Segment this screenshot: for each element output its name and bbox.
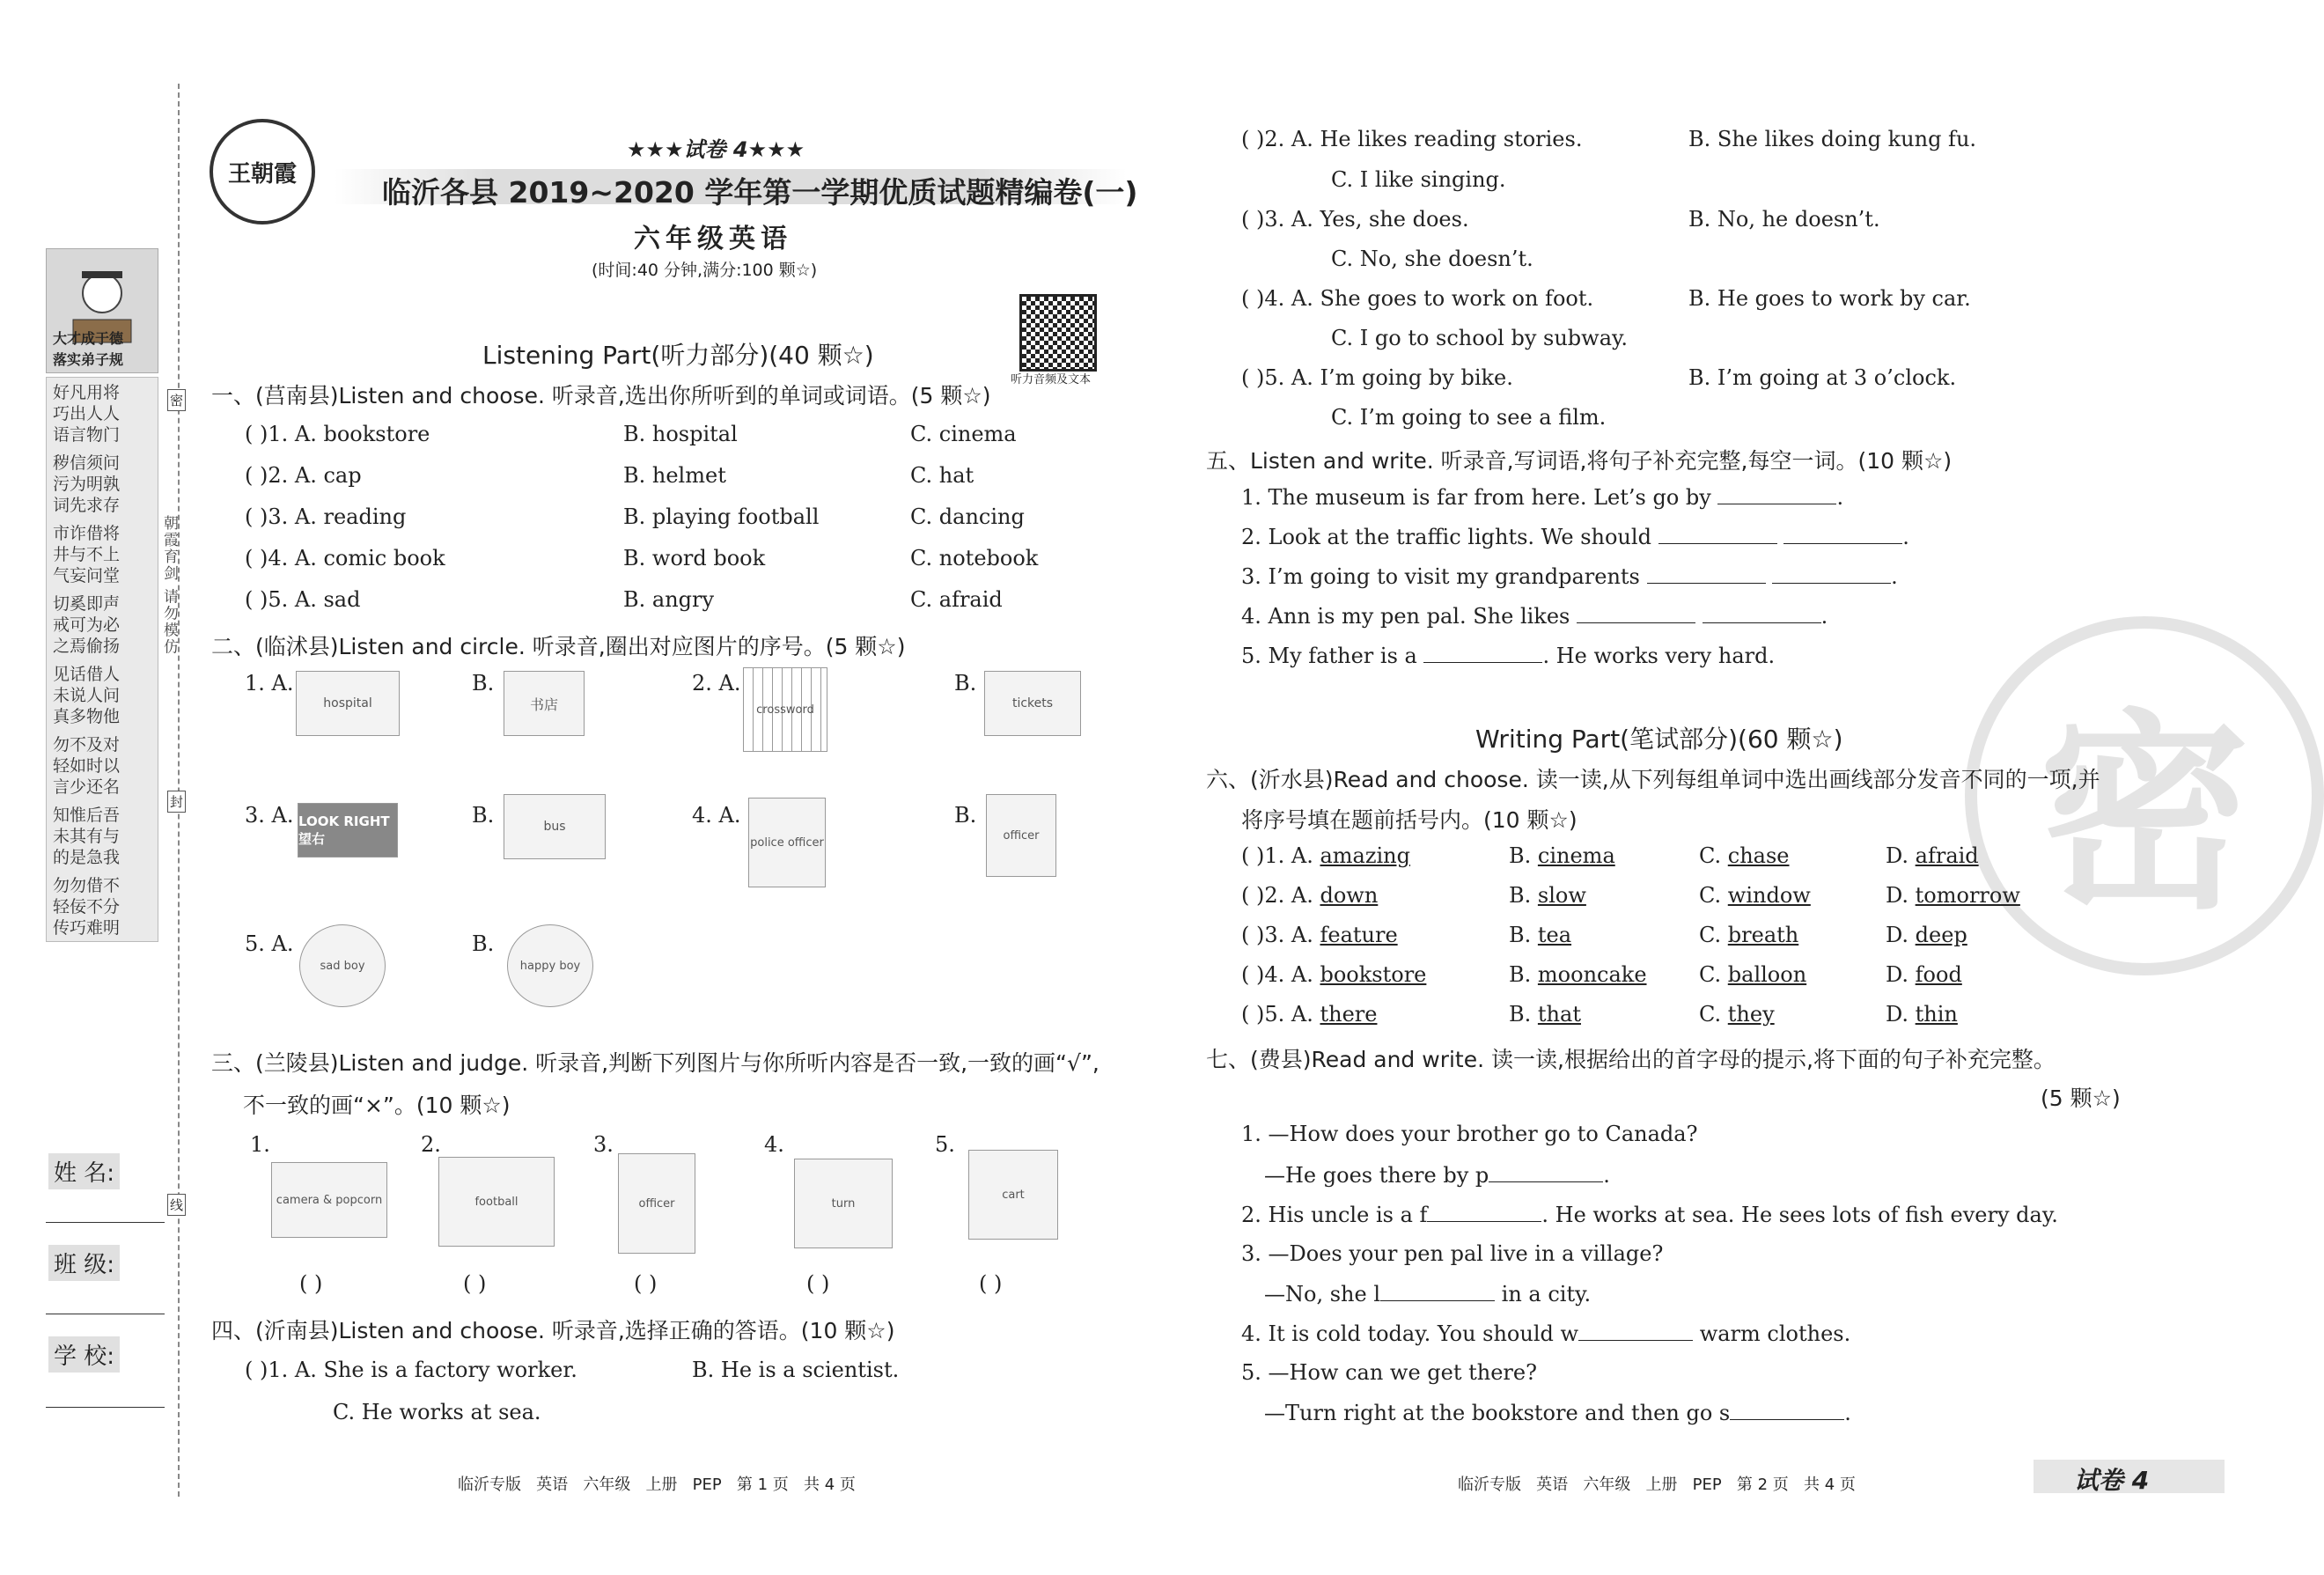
bus-picture[interactable]: bus	[504, 794, 606, 859]
crossword-picture[interactable]: crossword	[743, 667, 827, 752]
word: there	[1320, 1002, 1378, 1027]
blank[interactable]	[1730, 1400, 1844, 1420]
word: window	[1727, 883, 1811, 908]
blank[interactable]	[1717, 484, 1836, 504]
phonics-stem[interactable]: ( )5. A.	[1241, 1002, 1313, 1027]
choice-stem[interactable]: ( )2. A. He likes reading stories.	[1241, 127, 1583, 151]
pic-label: B.	[472, 671, 495, 696]
seal-mark-mid: 封	[167, 791, 186, 813]
section-5-title: 五、Listen and write. 听录音,写词语,将句子补充完整,每空一词。(10 颗☆)	[1206, 448, 1953, 474]
phonics-b: B. tea	[1509, 923, 1572, 947]
time-info: (时间:40 分钟,满分:100 颗☆)	[592, 261, 818, 280]
choice-c: C. I’m going to see a film.	[1331, 405, 1607, 430]
blank[interactable]	[1703, 603, 1821, 623]
judge-answer[interactable]: ( )	[806, 1271, 830, 1296]
seal-mark-bot: 线	[167, 1194, 186, 1216]
section-6-title-1: 六、(沂水县)Read and choose. 读一读,从下列每组单词中选出画线部分发音不同的一项,并	[1206, 767, 2100, 792]
word: slow	[1537, 883, 1586, 908]
choice-b: B. playing football	[623, 504, 820, 529]
phonics-stem[interactable]: ( )1. A.	[1241, 843, 1313, 868]
logo	[210, 119, 315, 224]
phonics-d: D. afraid	[1886, 843, 1979, 868]
choice-b: B. He goes to work by car.	[1688, 286, 1971, 311]
camera-popcorn-picture[interactable]: camera & popcorn	[271, 1162, 387, 1238]
blank[interactable]	[1772, 563, 1891, 584]
fill-end: .	[1820, 604, 1828, 629]
section-7-title: 七、(费县)Read and write. 读一读,根据给出的首字母的提示,将下面的句子补充完整。	[1206, 1047, 2056, 1072]
section-3-title-2: 不一致的画“×”。(10 颗☆)	[243, 1093, 511, 1118]
choice-b: B. I’m going at 3 o’clock.	[1688, 365, 1957, 390]
word: down	[1320, 883, 1379, 908]
judge-num: 4.	[764, 1132, 784, 1157]
word: breath	[1727, 923, 1799, 947]
word: feature	[1320, 923, 1398, 947]
write-line: 3. —Does your pen pal live in a village?	[1241, 1241, 1664, 1266]
football-picture[interactable]: football	[438, 1157, 555, 1247]
class-label: 班 级:	[48, 1245, 120, 1281]
phonics-row	[1241, 923, 1398, 947]
choice-stem[interactable]: ( )3. A. Yes, she does.	[1241, 207, 1469, 232]
phonics-c: C. balloon	[1699, 962, 1807, 987]
word: that	[1537, 1002, 1581, 1027]
footer-left: 临沂专版 英语 六年级 上册 PEP 第 1 页 共 4 页	[458, 1476, 856, 1494]
judge-answer[interactable]: ( )	[634, 1271, 658, 1296]
choice-c: C. I like singing.	[1331, 167, 1506, 192]
word: bookstore	[1320, 962, 1427, 987]
qr-caption: 听力音频及文本	[1011, 373, 1092, 386]
blank[interactable]	[1577, 603, 1695, 623]
hospital-picture[interactable]: hospital	[296, 671, 400, 736]
phonics-d: D. thin	[1886, 1002, 1958, 1027]
phonics-row	[1241, 962, 1426, 987]
choice-stem[interactable]: ( )4. A. She goes to work on foot.	[1241, 286, 1594, 311]
fill-line	[1241, 643, 1775, 668]
choice-stem[interactable]: ( )1. A. bookstore	[245, 422, 430, 446]
fill-text: 3. I’m going to visit my grandparents	[1241, 564, 1640, 589]
blank[interactable]	[1658, 524, 1777, 544]
fill-line	[1241, 524, 1909, 549]
phonics-row	[1241, 883, 1378, 908]
phonics-c: C. breath	[1699, 923, 1799, 947]
watermark-seal	[1965, 616, 2324, 975]
paper-subtitle: 六年级英语	[634, 224, 792, 254]
turn-sign-picture[interactable]: turn	[794, 1159, 893, 1248]
word: food	[1915, 962, 1962, 987]
phonics-d: D. deep	[1886, 923, 1967, 947]
tickets-picture[interactable]: tickets	[984, 671, 1081, 736]
choice-b: B. She likes doing kung fu.	[1688, 127, 1977, 151]
blank[interactable]	[1427, 1202, 1541, 1222]
phonics-stem[interactable]: ( )2. A.	[1241, 883, 1313, 908]
choice-b: B. hospital	[623, 422, 738, 446]
choice-c: C. I go to school by subway.	[1331, 326, 1628, 350]
blank[interactable]	[1489, 1162, 1603, 1182]
write-line: 5. —How can we get there?	[1241, 1360, 1537, 1385]
phonics-d: D. food	[1886, 962, 1962, 987]
choice-stem[interactable]: ( )2. A. cap	[245, 463, 362, 488]
pic-label: 2. A.	[692, 671, 741, 696]
pic-label: 5. A.	[245, 931, 294, 956]
happy-boy-picture[interactable]: happy boy	[507, 924, 593, 1007]
bookstore-picture[interactable]: 书店	[504, 671, 585, 736]
word: tomorrow	[1915, 883, 2020, 908]
phonics-row	[1241, 1002, 1377, 1027]
fill-end: . He works very hard.	[1542, 644, 1776, 668]
choice-stem[interactable]: ( )5. A. I’m going by bike.	[1241, 365, 1513, 390]
paper-badge: ★★★试卷 4★★★	[627, 137, 805, 162]
fill-line	[1241, 603, 1828, 629]
section-3-title-1: 三、(兰陵县)Listen and judge. 听录音,判断下列图片与你所听内容是否一致,一致的画“√”,	[211, 1050, 1099, 1076]
choice-c: C. No, she doesn’t.	[1331, 247, 1533, 271]
word: tea	[1537, 923, 1572, 947]
name-field[interactable]	[46, 1222, 165, 1223]
word: they	[1727, 1002, 1775, 1027]
choice-stem[interactable]: ( )3. A. reading	[245, 504, 407, 529]
fill-text: 4. Ann is my pen pal. She likes	[1241, 604, 1570, 629]
corner-label: 试卷 4	[2074, 1466, 2150, 1495]
word: balloon	[1727, 962, 1807, 987]
phonics-stem[interactable]: ( )4. A.	[1241, 962, 1313, 987]
write-line: 4. It is cold today. You should w warm clothes.	[1241, 1321, 1851, 1346]
word: thin	[1915, 1002, 1958, 1027]
judge-num: 5.	[935, 1132, 955, 1157]
pic-label: B.	[472, 931, 495, 956]
word: cinema	[1537, 843, 1615, 868]
word: amazing	[1320, 843, 1410, 868]
write-line: —He goes there by p .	[1264, 1163, 1610, 1188]
phonics-b: B. slow	[1509, 883, 1586, 908]
word: mooncake	[1537, 962, 1647, 987]
fill-end: .	[1891, 564, 1898, 589]
phonics-d: D. tomorrow	[1886, 883, 2020, 908]
pic-label: B.	[954, 803, 977, 828]
choice-b: B. angry	[623, 587, 715, 612]
judge-answer[interactable]: ( )	[299, 1271, 323, 1296]
qr-code	[1019, 294, 1097, 372]
vertical-note: 朝霞育剑 请勿模仿	[160, 515, 178, 656]
blank[interactable]	[1783, 524, 1902, 544]
judge-answer[interactable]: ( )	[463, 1271, 487, 1296]
school-label: 学 校:	[48, 1336, 120, 1373]
fill-end: .	[1902, 525, 1909, 549]
blank[interactable]	[1380, 1281, 1495, 1301]
poem-block: 好凡用将 巧出人人 语言物门 秽信须问 污为明孰 词先求存 市诈借将 井与不上 气妄问堂 切奚即声 戒可为必 之焉偷扬 见话借人 未说人问 真多物他 勿不及对 轻如时以 言少还名 知惟后吾 未其有与 的是急我 勿勿借不 轻佞不分 传巧难明	[53, 383, 121, 938]
fill-text: 2. Look at the traffic lights. We should	[1241, 525, 1651, 549]
pic-label: B.	[954, 671, 977, 696]
pic-label: 4. A.	[692, 803, 741, 828]
write-line: 1. —How does your brother go to Canada?	[1241, 1122, 1698, 1146]
choice-c: C. dancing	[910, 504, 1025, 529]
phonics-row	[1241, 843, 1410, 868]
choice-c: C. notebook	[910, 546, 1039, 570]
choice-stem[interactable]: ( )1. A. She is a factory worker.	[245, 1358, 577, 1382]
choice-c: C. hat	[910, 463, 974, 488]
word: deep	[1915, 923, 1967, 947]
section-4-title: 四、(沂南县)Listen and choose. 听录音,选择正确的答语。(10 颗☆)	[211, 1318, 895, 1343]
school-field[interactable]	[46, 1407, 165, 1408]
watermark-text: 密	[2038, 690, 2250, 938]
sad-boy-picture[interactable]: sad boy	[299, 924, 386, 1007]
paper-title: 临沂各县 2019~2020 学年第一学期优质试题精编卷(一)	[382, 175, 1138, 210]
section-6-title-2: 将序号填在题前括号内。(10 颗☆)	[1241, 807, 1578, 833]
phonics-c: C. window	[1699, 883, 1811, 908]
blank[interactable]	[1578, 1321, 1693, 1341]
phonics-c: C. they	[1699, 1002, 1775, 1027]
pic-label: 3. A.	[245, 803, 294, 828]
section-2-title: 二、(临沭县)Listen and circle. 听录音,圈出对应图片的序号。(5 颗☆)	[211, 634, 906, 659]
section-1-title: 一、(莒南县)Listen and choose. 听录音,选出你所听到的单词或词语。(5 颗☆)	[211, 383, 991, 408]
phonics-stem[interactable]: ( )3. A.	[1241, 923, 1313, 947]
judge-num: 2.	[421, 1132, 441, 1157]
writing-title: Writing Part(笔试部分)(60 颗☆)	[1475, 725, 1843, 754]
choice-b: B. He is a scientist.	[692, 1358, 900, 1382]
fill-line	[1241, 484, 1843, 510]
section-7-score: (5 颗☆)	[2041, 1086, 2121, 1111]
blank[interactable]	[1647, 563, 1766, 584]
officer-salute-picture[interactable]: officer	[618, 1153, 695, 1254]
police-officer-picture[interactable]: police officer	[748, 798, 826, 887]
name-label: 姓 名:	[48, 1153, 120, 1189]
choice-stem[interactable]: ( )4. A. comic book	[245, 546, 445, 570]
logo-text: 王朝霞	[227, 160, 297, 188]
judge-answer[interactable]: ( )	[979, 1271, 1003, 1296]
judge-num: 1.	[250, 1132, 270, 1157]
word: afraid	[1915, 843, 1979, 868]
phonics-b: B. cinema	[1509, 843, 1615, 868]
fill-end: .	[1836, 485, 1844, 510]
choice-b: B. word book	[623, 546, 766, 570]
phonics-b: B. mooncake	[1509, 962, 1647, 987]
write-line: —Turn right at the bookstore and then go s .	[1264, 1401, 1851, 1425]
choice-c: C. cinema	[910, 422, 1017, 446]
judge-num: 3.	[593, 1132, 614, 1157]
blank[interactable]	[1423, 643, 1542, 663]
choice-c: C. He works at sea.	[333, 1400, 541, 1424]
write-line: —No, she l in a city.	[1264, 1282, 1592, 1306]
pic-label: B.	[472, 803, 495, 828]
phonics-c: C. chase	[1699, 843, 1790, 868]
phonics-b: B. that	[1509, 1002, 1581, 1027]
listening-title: Listening Part(听力部分)(40 颗☆)	[482, 341, 874, 370]
pic-label: 1. A.	[245, 671, 294, 696]
mascot-caption-1: 大才成于德	[53, 330, 124, 347]
choice-stem[interactable]: ( )5. A. sad	[245, 587, 361, 612]
fill-line	[1241, 563, 1898, 589]
choice-b: B. No, he doesn’t.	[1688, 207, 1880, 232]
seal-mark-top: 密	[167, 389, 186, 411]
fill-text: 5. My father is a	[1241, 644, 1417, 668]
officer-picture[interactable]: officer	[986, 794, 1056, 877]
write-line: 2. His uncle is a f . He works at sea. He sees lots of fish every day.	[1241, 1203, 2058, 1227]
footer-right: 临沂专版 英语 六年级 上册 PEP 第 2 页 共 4 页	[1458, 1476, 1856, 1494]
choice-c: C. afraid	[910, 587, 1003, 612]
choice-b: B. helmet	[623, 463, 726, 488]
shopping-cart-picture[interactable]: cart	[968, 1150, 1058, 1240]
mascot-caption-2: 落实弟子规	[53, 351, 124, 368]
word: chase	[1727, 843, 1790, 868]
fill-text: 1. The museum is far from here. Let’s go by	[1241, 485, 1711, 510]
look-right-sign[interactable]: LOOK RIGHT 望右	[298, 803, 398, 857]
